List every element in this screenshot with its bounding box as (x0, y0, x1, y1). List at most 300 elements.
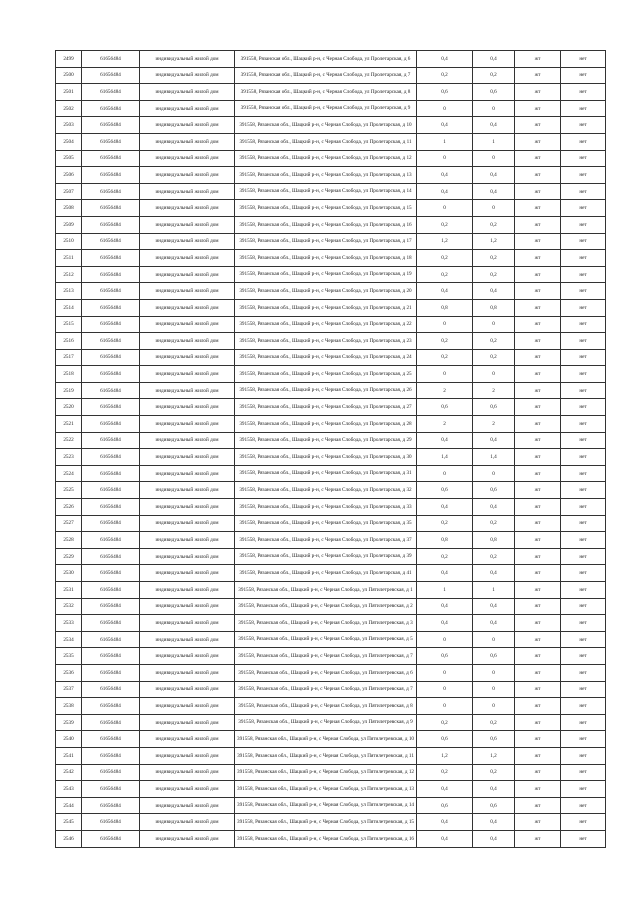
status-cell: нет (561, 316, 606, 333)
object-code-cell: 61656484 (82, 117, 140, 134)
unit-cell: жт (515, 67, 561, 84)
building-type-cell: индивидуальный жилой дом (140, 664, 235, 681)
value-2-cell: 0,8 (473, 299, 515, 316)
row-number-cell: 2520 (56, 399, 82, 416)
address-cell: 391558, Рязанская обл., Шацкий р-н, с Черная Слобода, ул Пролетарская, д 8 (235, 84, 417, 101)
unit-cell: жт (515, 764, 561, 781)
table-row (56, 216, 606, 233)
table-row (56, 299, 606, 316)
table-row (56, 399, 606, 416)
status-cell: нет (561, 764, 606, 781)
status-cell: нет (561, 133, 606, 150)
table-row (56, 664, 606, 681)
value-2-cell: 2 (473, 382, 515, 399)
status-cell: нет (561, 167, 606, 184)
building-type-cell: индивидуальный жилой дом (140, 532, 235, 549)
unit-cell: жт (515, 631, 561, 648)
address-cell: 391558, Рязанская обл., Шацкий р-н, с Черная Слобода, ул Пятилетревская, д 16 (235, 830, 417, 847)
value-2-cell: 0,4 (473, 814, 515, 831)
value-1-cell: 1 (417, 133, 473, 150)
building-type-cell: индивидуальный жилой дом (140, 366, 235, 383)
value-1-cell: 0,2 (417, 266, 473, 283)
row-number-cell: 2536 (56, 664, 82, 681)
value-1-cell: 0,2 (417, 548, 473, 565)
object-code-cell: 61656484 (82, 747, 140, 764)
building-type-cell: индивидуальный жилой дом (140, 548, 235, 565)
value-1-cell: 2 (417, 416, 473, 433)
status-cell: нет (561, 664, 606, 681)
row-number-cell: 2538 (56, 698, 82, 715)
table-row (56, 100, 606, 117)
object-code-cell: 61656484 (82, 200, 140, 217)
value-2-cell: 0,4 (473, 781, 515, 798)
building-type-cell: индивидуальный жилой дом (140, 316, 235, 333)
object-code-cell: 61656484 (82, 565, 140, 582)
unit-cell: жт (515, 532, 561, 549)
unit-cell: жт (515, 333, 561, 350)
table-row (56, 432, 606, 449)
status-cell: нет (561, 548, 606, 565)
row-number-cell: 2533 (56, 615, 82, 632)
object-code-cell: 61656484 (82, 681, 140, 698)
value-2-cell: 0,2 (473, 764, 515, 781)
row-number-cell: 2539 (56, 714, 82, 731)
value-2-cell: 0,4 (473, 283, 515, 300)
building-type-cell: индивидуальный жилой дом (140, 648, 235, 665)
row-number-cell: 2544 (56, 797, 82, 814)
value-1-cell: 0,2 (417, 216, 473, 233)
table-row (56, 764, 606, 781)
value-1-cell: 0,4 (417, 51, 473, 68)
status-cell: нет (561, 432, 606, 449)
row-number-cell: 2521 (56, 416, 82, 433)
unit-cell: жт (515, 714, 561, 731)
value-1-cell: 0,4 (417, 283, 473, 300)
address-cell: 391558, Рязанская обл., Шацкий р-н, с Черная Слобода, ул Пятилетревская, д 8 (235, 698, 417, 715)
unit-cell: жт (515, 133, 561, 150)
object-code-cell: 61656484 (82, 830, 140, 847)
value-1-cell: 0,6 (417, 399, 473, 416)
row-number-cell: 2532 (56, 598, 82, 615)
status-cell: нет (561, 781, 606, 798)
table-row (56, 133, 606, 150)
status-cell: нет (561, 565, 606, 582)
object-code-cell: 61656484 (82, 515, 140, 532)
value-2-cell: 0,4 (473, 432, 515, 449)
row-number-cell: 2534 (56, 631, 82, 648)
object-code-cell: 61656484 (82, 366, 140, 383)
value-2-cell: 0,4 (473, 615, 515, 632)
object-code-cell: 61656484 (82, 416, 140, 433)
unit-cell: жт (515, 681, 561, 698)
building-type-cell: индивидуальный жилой дом (140, 100, 235, 117)
row-number-cell: 2524 (56, 465, 82, 482)
value-1-cell: 0,2 (417, 67, 473, 84)
address-cell: 391558, Рязанская обл., Шацкий р-н, с Черная Слобода, ул Пролетарская, д 6 (235, 51, 417, 68)
building-type-cell: индивидуальный жилой дом (140, 250, 235, 267)
value-1-cell: 0,8 (417, 532, 473, 549)
address-cell: 391558, Рязанская обл., Шацкий р-н, с Черная Слобода, ул Пятилетревская, д 3 (235, 615, 417, 632)
object-code-cell: 61656484 (82, 731, 140, 748)
value-2-cell: 0 (473, 100, 515, 117)
value-1-cell: 2 (417, 382, 473, 399)
unit-cell: жт (515, 449, 561, 466)
row-number-cell: 2531 (56, 582, 82, 599)
row-number-cell: 2530 (56, 565, 82, 582)
object-code-cell: 61656484 (82, 133, 140, 150)
object-code-cell: 61656484 (82, 299, 140, 316)
object-code-cell: 61656484 (82, 631, 140, 648)
address-cell: 391558, Рязанская обл., Шацкий р-н, с Черная Слобода, ул Пятилетревская, д 11 (235, 747, 417, 764)
object-code-cell: 61656484 (82, 67, 140, 84)
building-type-cell: индивидуальный жилой дом (140, 582, 235, 599)
address-cell: 391558, Рязанская обл., Шацкий р-н, с Черная Слобода, ул Пролетарская, д 39 (235, 548, 417, 565)
status-cell: нет (561, 283, 606, 300)
status-cell: нет (561, 266, 606, 283)
address-cell: 391558, Рязанская обл., Шацкий р-н, с Черная Слобода, ул Пролетарская, д 24 (235, 349, 417, 366)
row-number-cell: 2514 (56, 299, 82, 316)
object-code-cell: 61656484 (82, 449, 140, 466)
unit-cell: жт (515, 698, 561, 715)
building-type-cell: индивидуальный жилой дом (140, 781, 235, 798)
row-number-cell: 2509 (56, 216, 82, 233)
table-row (56, 714, 606, 731)
value-1-cell: 0,8 (417, 299, 473, 316)
object-code-cell: 61656484 (82, 216, 140, 233)
status-cell: нет (561, 349, 606, 366)
unit-cell: жт (515, 615, 561, 632)
value-1-cell: 0 (417, 664, 473, 681)
value-1-cell: 0,4 (417, 598, 473, 615)
object-code-cell: 61656484 (82, 582, 140, 599)
address-cell: 391558, Рязанская обл., Шацкий р-н, с Черная Слобода, ул Пролетарская, д 26 (235, 382, 417, 399)
value-2-cell: 1,2 (473, 233, 515, 250)
table-row (56, 465, 606, 482)
address-cell: 391558, Рязанская обл., Шацкий р-н, с Черная Слобода, ул Пролетарская, д 23 (235, 333, 417, 350)
status-cell: нет (561, 233, 606, 250)
address-cell: 391558, Рязанская обл., Шацкий р-н, с Черная Слобода, ул Пролетарская, д 9 (235, 100, 417, 117)
value-1-cell: 0 (417, 366, 473, 383)
value-1-cell: 0,4 (417, 565, 473, 582)
address-cell: 391558, Рязанская обл., Шацкий р-н, с Черная Слобода, ул Пятилетревская, д 7 (235, 648, 417, 665)
status-cell: нет (561, 515, 606, 532)
row-number-cell: 2507 (56, 183, 82, 200)
status-cell: нет (561, 830, 606, 847)
unit-cell: жт (515, 150, 561, 167)
table-row (56, 150, 606, 167)
row-number-cell: 2543 (56, 781, 82, 798)
building-type-cell: индивидуальный жилой дом (140, 266, 235, 283)
unit-cell: жт (515, 51, 561, 68)
unit-cell: жт (515, 499, 561, 516)
value-2-cell: 1 (473, 582, 515, 599)
value-2-cell: 0,8 (473, 532, 515, 549)
value-2-cell: 0,2 (473, 333, 515, 350)
building-type-cell: индивидуальный жилой дом (140, 399, 235, 416)
building-type-cell: индивидуальный жилой дом (140, 167, 235, 184)
status-cell: нет (561, 333, 606, 350)
status-cell: нет (561, 51, 606, 68)
value-2-cell: 0 (473, 698, 515, 715)
value-1-cell: 0,2 (417, 515, 473, 532)
address-cell: 391558, Рязанская обл., Шацкий р-н, с Черная Слобода, ул Пятилетревская, д 12 (235, 764, 417, 781)
table-row (56, 117, 606, 134)
value-2-cell: 0 (473, 200, 515, 217)
value-2-cell: 0 (473, 465, 515, 482)
building-type-cell: индивидуальный жилой дом (140, 465, 235, 482)
address-cell: 391558, Рязанская обл., Шацкий р-н, с Черная Слобода, ул Пролетарская, д 33 (235, 499, 417, 516)
value-1-cell: 0,6 (417, 482, 473, 499)
row-number-cell: 2519 (56, 382, 82, 399)
status-cell: нет (561, 183, 606, 200)
building-type-cell: индивидуальный жилой дом (140, 382, 235, 399)
status-cell: нет (561, 299, 606, 316)
building-type-cell: индивидуальный жилой дом (140, 283, 235, 300)
building-type-cell: индивидуальный жилой дом (140, 598, 235, 615)
value-2-cell: 0,4 (473, 117, 515, 134)
building-type-cell: индивидуальный жилой дом (140, 747, 235, 764)
object-code-cell: 61656484 (82, 499, 140, 516)
table-row (56, 830, 606, 847)
value-2-cell: 0 (473, 664, 515, 681)
value-2-cell: 1,4 (473, 449, 515, 466)
value-1-cell: 0,2 (417, 714, 473, 731)
address-cell: 391558, Рязанская обл., Шацкий р-н, с Черная Слобода, ул Пролетарская, д 29 (235, 432, 417, 449)
building-type-cell: индивидуальный жилой дом (140, 183, 235, 200)
table-row (56, 200, 606, 217)
status-cell: нет (561, 814, 606, 831)
address-cell: 391558, Рязанская обл., Шацкий р-н, с Черная Слобода, ул Пятилетревская, д 7 (235, 681, 417, 698)
unit-cell: жт (515, 117, 561, 134)
unit-cell: жт (515, 830, 561, 847)
building-type-cell: индивидуальный жилой дом (140, 416, 235, 433)
value-2-cell: 0,2 (473, 515, 515, 532)
building-type-cell: индивидуальный жилой дом (140, 84, 235, 101)
table-row (56, 731, 606, 748)
building-type-cell: индивидуальный жилой дом (140, 565, 235, 582)
table-row (56, 233, 606, 250)
unit-cell: жт (515, 299, 561, 316)
object-code-cell: 61656484 (82, 714, 140, 731)
unit-cell: жт (515, 167, 561, 184)
building-type-cell: индивидуальный жилой дом (140, 714, 235, 731)
value-2-cell: 0,6 (473, 84, 515, 101)
value-1-cell: 1,4 (417, 449, 473, 466)
row-number-cell: 2527 (56, 515, 82, 532)
value-1-cell: 0,2 (417, 250, 473, 267)
unit-cell: жт (515, 731, 561, 748)
unit-cell: жт (515, 482, 561, 499)
value-1-cell: 0 (417, 100, 473, 117)
status-cell: нет (561, 648, 606, 665)
value-2-cell: 0,2 (473, 266, 515, 283)
object-code-cell: 61656484 (82, 648, 140, 665)
status-cell: нет (561, 582, 606, 599)
table-row (56, 648, 606, 665)
status-cell: нет (561, 200, 606, 217)
status-cell: нет (561, 100, 606, 117)
table-row (56, 283, 606, 300)
building-type-cell: индивидуальный жилой дом (140, 432, 235, 449)
unit-cell: жт (515, 250, 561, 267)
status-cell: нет (561, 797, 606, 814)
row-number-cell: 2540 (56, 731, 82, 748)
unit-cell: жт (515, 200, 561, 217)
value-1-cell: 0,2 (417, 349, 473, 366)
building-type-cell: индивидуальный жилой дом (140, 482, 235, 499)
row-number-cell: 2501 (56, 84, 82, 101)
value-2-cell: 0,2 (473, 250, 515, 267)
table-row (56, 515, 606, 532)
building-type-cell: индивидуальный жилой дом (140, 51, 235, 68)
value-2-cell: 2 (473, 416, 515, 433)
value-2-cell: 0,4 (473, 51, 515, 68)
status-cell: нет (561, 382, 606, 399)
value-2-cell: 0,4 (473, 183, 515, 200)
status-cell: нет (561, 150, 606, 167)
unit-cell: жт (515, 283, 561, 300)
row-number-cell: 2502 (56, 100, 82, 117)
value-1-cell: 0,2 (417, 333, 473, 350)
status-cell: нет (561, 416, 606, 433)
object-code-cell: 61656484 (82, 382, 140, 399)
building-type-cell: индивидуальный жилой дом (140, 233, 235, 250)
row-number-cell: 2508 (56, 200, 82, 217)
building-type-cell: индивидуальный жилой дом (140, 67, 235, 84)
table-row (56, 565, 606, 582)
address-cell: 391558, Рязанская обл., Шацкий р-н, с Черная Слобода, ул Пролетарская, д 13 (235, 167, 417, 184)
address-cell: 391558, Рязанская обл., Шацкий р-н, с Черная Слобода, ул Пролетарская, д 32 (235, 482, 417, 499)
table-row (56, 416, 606, 433)
table-row (56, 598, 606, 615)
table-row (56, 781, 606, 798)
status-cell: нет (561, 747, 606, 764)
address-cell: 391558, Рязанская обл., Шацкий р-н, с Черная Слобода, ул Пролетарская, д 12 (235, 150, 417, 167)
value-1-cell: 0,6 (417, 797, 473, 814)
value-1-cell: 0,6 (417, 84, 473, 101)
value-1-cell: 0 (417, 316, 473, 333)
address-cell: 391558, Рязанская обл., Шацкий р-н, с Черная Слобода, ул Пролетарская, д 27 (235, 399, 417, 416)
building-type-cell: индивидуальный жилой дом (140, 349, 235, 366)
unit-cell: жт (515, 316, 561, 333)
address-cell: 391558, Рязанская обл., Шацкий р-н, с Черная Слобода, ул Пятилетревская, д 1 (235, 582, 417, 599)
building-type-cell: индивидуальный жилой дом (140, 117, 235, 134)
address-cell: 391558, Рязанская обл., Шацкий р-н, с Черная Слобода, ул Пролетарская, д 19 (235, 266, 417, 283)
row-number-cell: 2503 (56, 117, 82, 134)
object-code-cell: 61656484 (82, 266, 140, 283)
row-number-cell: 2511 (56, 250, 82, 267)
address-cell: 391558, Рязанская обл., Шацкий р-н, с Черная Слобода, ул Пятилетревская, д 15 (235, 814, 417, 831)
building-type-cell: индивидуальный жилой дом (140, 830, 235, 847)
object-code-cell: 61656484 (82, 598, 140, 615)
object-code-cell: 61656484 (82, 283, 140, 300)
address-cell: 391558, Рязанская обл., Шацкий р-н, с Черная Слобода, ул Пятилетревская, д 2 (235, 598, 417, 615)
object-code-cell: 61656484 (82, 150, 140, 167)
object-code-cell: 61656484 (82, 814, 140, 831)
row-number-cell: 2513 (56, 283, 82, 300)
value-2-cell: 0,6 (473, 797, 515, 814)
unit-cell: жт (515, 416, 561, 433)
object-code-cell: 61656484 (82, 84, 140, 101)
building-type-cell: индивидуальный жилой дом (140, 814, 235, 831)
address-cell: 391558, Рязанская обл., Шацкий р-н, с Черная Слобода, ул Пролетарская, д 18 (235, 250, 417, 267)
building-type-cell: индивидуальный жилой дом (140, 299, 235, 316)
object-code-cell: 61656484 (82, 100, 140, 117)
building-type-cell: индивидуальный жилой дом (140, 681, 235, 698)
value-1-cell: 0,4 (417, 117, 473, 134)
table-row (56, 532, 606, 549)
address-cell: 391558, Рязанская обл., Шацкий р-н, с Черная Слобода, ул Пролетарская, д 11 (235, 133, 417, 150)
value-2-cell: 0,6 (473, 648, 515, 665)
unit-cell: жт (515, 84, 561, 101)
status-cell: нет (561, 698, 606, 715)
building-type-cell: индивидуальный жилой дом (140, 133, 235, 150)
unit-cell: жт (515, 797, 561, 814)
address-cell: 391558, Рязанская обл., Шацкий р-н, с Черная Слобода, ул Пролетарская, д 35 (235, 515, 417, 532)
value-1-cell: 0,4 (417, 499, 473, 516)
status-cell: нет (561, 399, 606, 416)
address-cell: 391558, Рязанская обл., Шацкий р-н, с Черная Слобода, ул Пятилетревская, д 5 (235, 631, 417, 648)
building-type-cell: индивидуальный жилой дом (140, 200, 235, 217)
object-code-cell: 61656484 (82, 764, 140, 781)
table-row (56, 482, 606, 499)
address-cell: 391558, Рязанская обл., Шацкий р-н, с Черная Слобода, ул Пролетарская, д 41 (235, 565, 417, 582)
table-row (56, 266, 606, 283)
status-cell: нет (561, 681, 606, 698)
building-type-cell: индивидуальный жилой дом (140, 449, 235, 466)
row-number-cell: 2522 (56, 432, 82, 449)
unit-cell: жт (515, 814, 561, 831)
building-type-cell: индивидуальный жилой дом (140, 615, 235, 632)
object-code-cell: 61656484 (82, 432, 140, 449)
row-number-cell: 2517 (56, 349, 82, 366)
value-2-cell: 0 (473, 366, 515, 383)
value-2-cell: 0,2 (473, 714, 515, 731)
unit-cell: жт (515, 582, 561, 599)
object-code-cell: 61656484 (82, 51, 140, 68)
object-code-cell: 61656484 (82, 548, 140, 565)
table-row (56, 615, 606, 632)
building-type-cell: индивидуальный жилой дом (140, 797, 235, 814)
value-1-cell: 0,4 (417, 814, 473, 831)
object-code-cell: 61656484 (82, 316, 140, 333)
value-2-cell: 0,4 (473, 598, 515, 615)
object-code-cell: 61656484 (82, 167, 140, 184)
unit-cell: жт (515, 432, 561, 449)
unit-cell: жт (515, 565, 561, 582)
value-2-cell: 0,2 (473, 548, 515, 565)
table-row (56, 548, 606, 565)
status-cell: нет (561, 250, 606, 267)
row-number-cell: 2504 (56, 133, 82, 150)
row-number-cell: 2510 (56, 233, 82, 250)
value-1-cell: 0 (417, 631, 473, 648)
building-type-cell: индивидуальный жилой дом (140, 499, 235, 516)
table-row (56, 499, 606, 516)
table-row (56, 167, 606, 184)
table-row (56, 51, 606, 68)
row-number-cell: 2499 (56, 51, 82, 68)
row-number-cell: 2545 (56, 814, 82, 831)
address-cell: 391558, Рязанская обл., Шацкий р-н, с Черная Слобода, ул Пролетарская, д 15 (235, 200, 417, 217)
table-row (56, 250, 606, 267)
housing-table (55, 50, 606, 848)
value-1-cell: 1 (417, 582, 473, 599)
unit-cell: жт (515, 349, 561, 366)
unit-cell: жт (515, 216, 561, 233)
table-row (56, 747, 606, 764)
value-1-cell: 0,6 (417, 731, 473, 748)
